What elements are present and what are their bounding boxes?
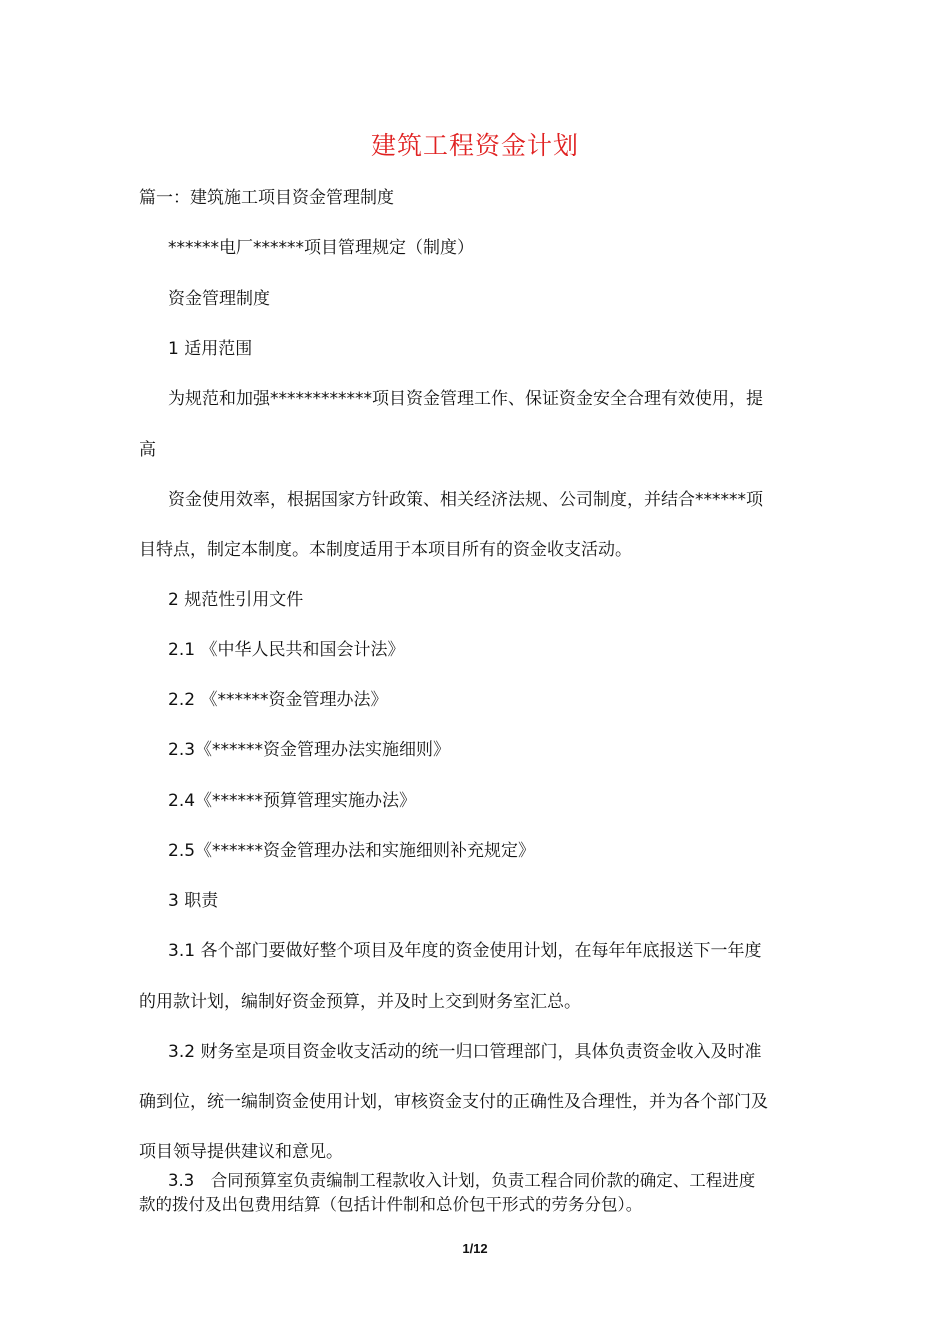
paragraph-line: ******电厂******项目管理规定（制度）: [168, 238, 474, 258]
paragraph-line: 2.1 《中华人民共和国会计法》: [168, 640, 405, 660]
section-heading: 篇一：建筑施工项目资金管理制度: [139, 188, 394, 208]
paragraph-line: 资金使用效率，根据国家方针政策、相关经济法规、公司制度，并结合******项: [168, 490, 763, 510]
page-number: 1/12: [462, 1241, 488, 1256]
paragraph-line: 资金管理制度: [168, 289, 270, 309]
document-title: 建筑工程资金计划: [370, 131, 579, 160]
paragraph-line: 3.2 财务室是项目资金收支活动的统一归口管理部门，具体负责资金收入及时准: [168, 1042, 762, 1062]
paragraph-line: 确到位，统一编制资金使用计划，审核资金支付的正确性及合理性，并为各个部门及: [139, 1092, 768, 1112]
paragraph-line: 款的拨付及出包费用结算（包括计件制和总价包干形式的劳务分包）。: [139, 1195, 643, 1214]
paragraph-line: 目特点，制定本制度。本制度适用于本项目所有的资金收支活动。: [139, 540, 632, 560]
paragraph-line: 1 适用范围: [168, 339, 253, 359]
paragraph-line: 3.1 各个部门要做好整个项目及年度的资金使用计划，在每年年底报送下一年度: [168, 941, 762, 961]
paragraph-line: 2.5《******资金管理办法和实施细则补充规定》: [168, 841, 536, 861]
paragraph-line: 2.3《******资金管理办法实施细则》: [168, 740, 451, 760]
paragraph-line: 的用款计划，编制好资金预算，并及时上交到财务室汇总。: [139, 992, 581, 1012]
paragraph-line: 项目领导提供建议和意见。: [139, 1142, 343, 1162]
paragraph-line: 为规范和加强************项目资金管理工作、保证资金安全合理有效使用，提: [168, 389, 763, 409]
paragraph-line: 高: [139, 440, 156, 460]
paragraph-line: 3 职责: [168, 891, 219, 911]
paragraph-line: 2.2 《******资金管理办法》: [168, 690, 388, 710]
paragraph-line: 2.4《******预算管理实施办法》: [168, 791, 417, 811]
paragraph-line: 3.3 合同预算室负责编制工程款收入计划，负责工程合同价款的确定、工程进度: [168, 1171, 756, 1190]
paragraph-line: 2 规范性引用文件: [168, 590, 304, 610]
